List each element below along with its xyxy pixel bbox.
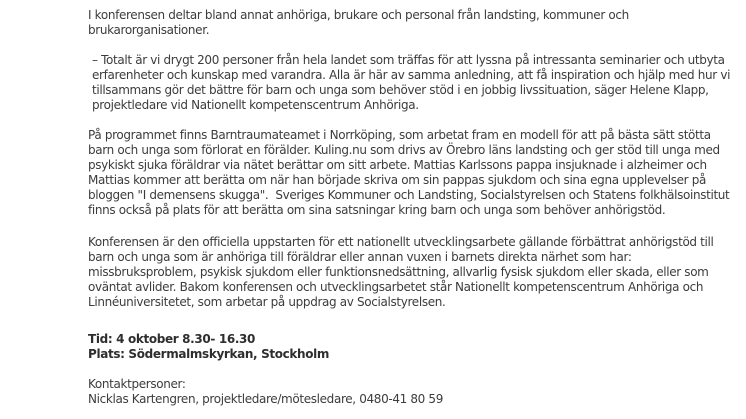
contact-heading: Kontaktpersoner: (88, 377, 186, 391)
paragraph-participants: I konferensen deltar bland annat anhöriga, brukare och personal från landsting, kommuner och brukarorganisationer. (88, 8, 633, 37)
contact-person: Nicklas Kartengren, projektledare/mötesledare, 0480-41 80 59 (88, 392, 443, 406)
event-time-value: 4 oktober 8.30- 16.30 (116, 332, 256, 346)
paragraph-program: På programmet finns Barntraumateamet i Norrköping, som arbetat fram en modell för att på bästa sätt stötta barn och unga som förlorat en förälder. Kuling.nu som drivs av Örebro läns landsting och ger stöd till unga med psykiskt sjuka föräldrar via nätet berättar om sitt arbete. Mattias Karlssons pappa insjuknade i alzheimer och Mattias kommer att berätta om när han började skriva om sin pappas sjukdom och sina egna upplevelser på bloggen "I demensens skugga". Sveriges Kommuner och Landsting, Socialstyrelsen och Statens folkhälsoinstitut finns också på plats för att berätta om sina satsningar kring barn och unga som behöver anhörigstöd. (88, 128, 733, 217)
paragraph-background: Konferensen är den officiella uppstarten för ett nationellt utvecklingsarbete gällande förbättrat anhörigstöd till barn och unga som är anhöriga till föräldrar eller annan vuxen i barnets direkta närhet som har: missbruksproblem, psykisk sjukdom eller funktionsnedsättning, allvarlig fysisk sjukdom eller skada, eller som oväntat avlider. Bakom konferensen och utvecklingsarbetet står Nationellt kompetenscentrum Anhöriga och Linnéuniversitetet, som arbetar på uppdrag av Socialstyrelsen. (88, 235, 717, 309)
event-place-line (88, 347, 738, 362)
event-time-label: Tid: (88, 332, 113, 346)
paragraph-quote: – Totalt är vi drygt 200 personer från hela landet som träffas för att lyssna på intressanta seminarier och utbyta erfarenheter och kunskap med varandra. Alla är här av samma anledning, att få inspiration och hjälp med hur vi tillsammans gör det bättre för barn och unga som behöver stöd i en jobbig livssituation, säger Helene Klapp, projektledare vid Nationellt kompetenscentrum Anhöriga. (92, 53, 734, 112)
event-place-value: Södermalmskyrkan, Stockholm (128, 347, 330, 361)
event-details (88, 332, 738, 362)
event-place-label: Plats: (88, 347, 125, 361)
press-release-body (88, 0, 738, 407)
event-time-line (88, 332, 738, 347)
contact-section (88, 377, 738, 407)
